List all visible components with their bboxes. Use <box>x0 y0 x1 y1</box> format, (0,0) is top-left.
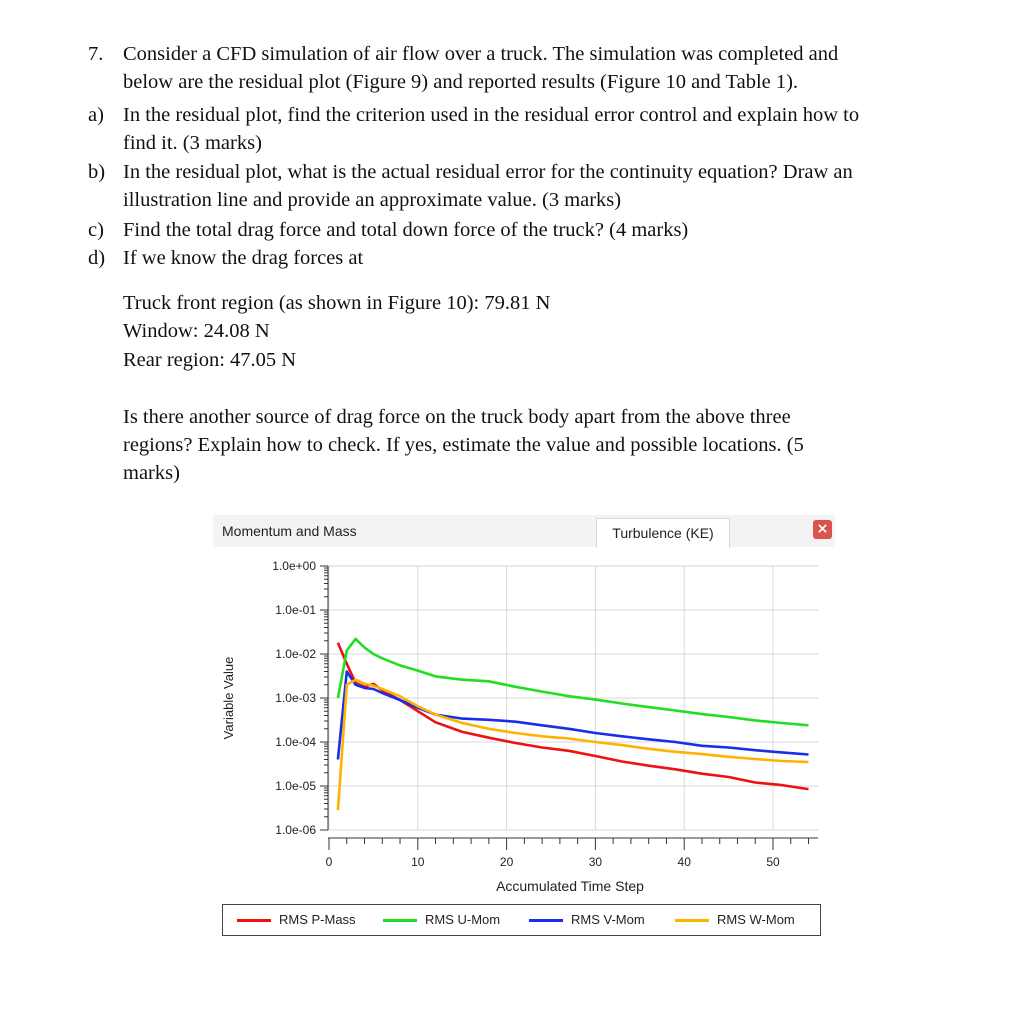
force-rear: Rear region: 47.05 N <box>123 349 297 371</box>
x-tick-label: 10 <box>411 855 425 869</box>
x-tick-label: 20 <box>499 855 514 869</box>
followup-line-1: Is there another source of drag force on the truck body apart from the above three <box>123 406 791 428</box>
legend-label-u-mom: RMS U-Mom <box>425 912 501 927</box>
followup-line-3: marks) <box>123 462 180 484</box>
force-front: Truck front region (as shown in Figure 10): 79.81 N <box>123 292 551 314</box>
tab-momentum-and-mass[interactable]: Momentum and Mass <box>222 523 357 539</box>
tab-turbulence[interactable]: Turbulence (KE) <box>596 518 730 548</box>
y-tick-label: 1.0e-05 <box>275 779 316 793</box>
part-d-line-1: If we know the drag forces at <box>123 247 364 269</box>
y-tick-label: 1.0e-04 <box>275 735 316 749</box>
part-c-label: c) <box>88 219 104 241</box>
question-intro-line-1: Consider a CFD simulation of air flow over a truck. The simulation was completed and <box>123 43 839 65</box>
series-line-rms-v-mom <box>338 672 809 760</box>
y-axis-title: Variable Value <box>221 656 236 740</box>
y-tick-label: 1.0e-02 <box>275 647 316 661</box>
part-d-label: d) <box>88 247 106 269</box>
tab-bar <box>213 515 835 547</box>
part-b-line-1: In the residual plot, what is the actual residual error for the continuity equation? Draw an <box>123 161 853 183</box>
x-tick-label: 40 <box>677 855 691 869</box>
legend-label-p-mass: RMS P-Mass <box>279 912 356 927</box>
series-line-rms-u-mom <box>338 639 809 725</box>
part-b-label: b) <box>88 161 106 183</box>
part-c-line-1: Find the total drag force and total down force of the truck? (4 marks) <box>123 219 689 241</box>
part-a-line-2: find it. (3 marks) <box>123 132 262 154</box>
part-a-line-1: In the residual plot, find the criterion used in the residual error control and explain how to <box>123 104 860 126</box>
force-window: Window: 24.08 N <box>123 320 270 342</box>
legend-item-v-mom <box>529 905 645 935</box>
legend-item-p-mass <box>237 905 356 935</box>
part-b-line-2: illustration line and provide an approximate value. (3 marks) <box>123 189 622 211</box>
legend-item-u-mom <box>383 905 500 935</box>
close-icon[interactable]: × <box>813 520 832 539</box>
legend-swatch-w-mom <box>675 919 709 922</box>
y-tick-label: 1.0e-01 <box>275 603 316 617</box>
legend-swatch-v-mom <box>529 919 563 922</box>
legend-label-v-mom: RMS V-Mom <box>571 912 645 927</box>
question-intro-line-2: below are the residual plot (Figure 9) and reported results (Figure 10 and Table 1). <box>123 71 799 93</box>
chart-legend <box>222 904 821 936</box>
y-tick-label: 1.0e-03 <box>275 691 316 705</box>
y-tick-label: 1.0e-06 <box>275 823 316 837</box>
series-line-rms-w-mom <box>338 680 809 811</box>
x-tick-label: 0 <box>325 855 333 869</box>
followup-line-2: regions? Explain how to check. If yes, estimate the value and possible locations. (5 <box>123 434 804 456</box>
y-tick-label: 1.0e+00 <box>272 559 316 573</box>
x-tick-label: 30 <box>588 855 603 869</box>
part-a-label: a) <box>88 104 104 126</box>
x-axis-title: Accumulated Time Step <box>496 878 644 894</box>
series-line-rms-p-mass <box>338 643 809 789</box>
residual-chart <box>213 548 835 900</box>
question-number: 7. <box>88 43 104 65</box>
legend-item-w-mom <box>675 905 795 935</box>
legend-swatch-u-mom <box>383 919 417 922</box>
x-tick-label: 50 <box>766 855 780 869</box>
legend-swatch-p-mass <box>237 919 271 922</box>
legend-label-w-mom: RMS W-Mom <box>717 912 795 927</box>
